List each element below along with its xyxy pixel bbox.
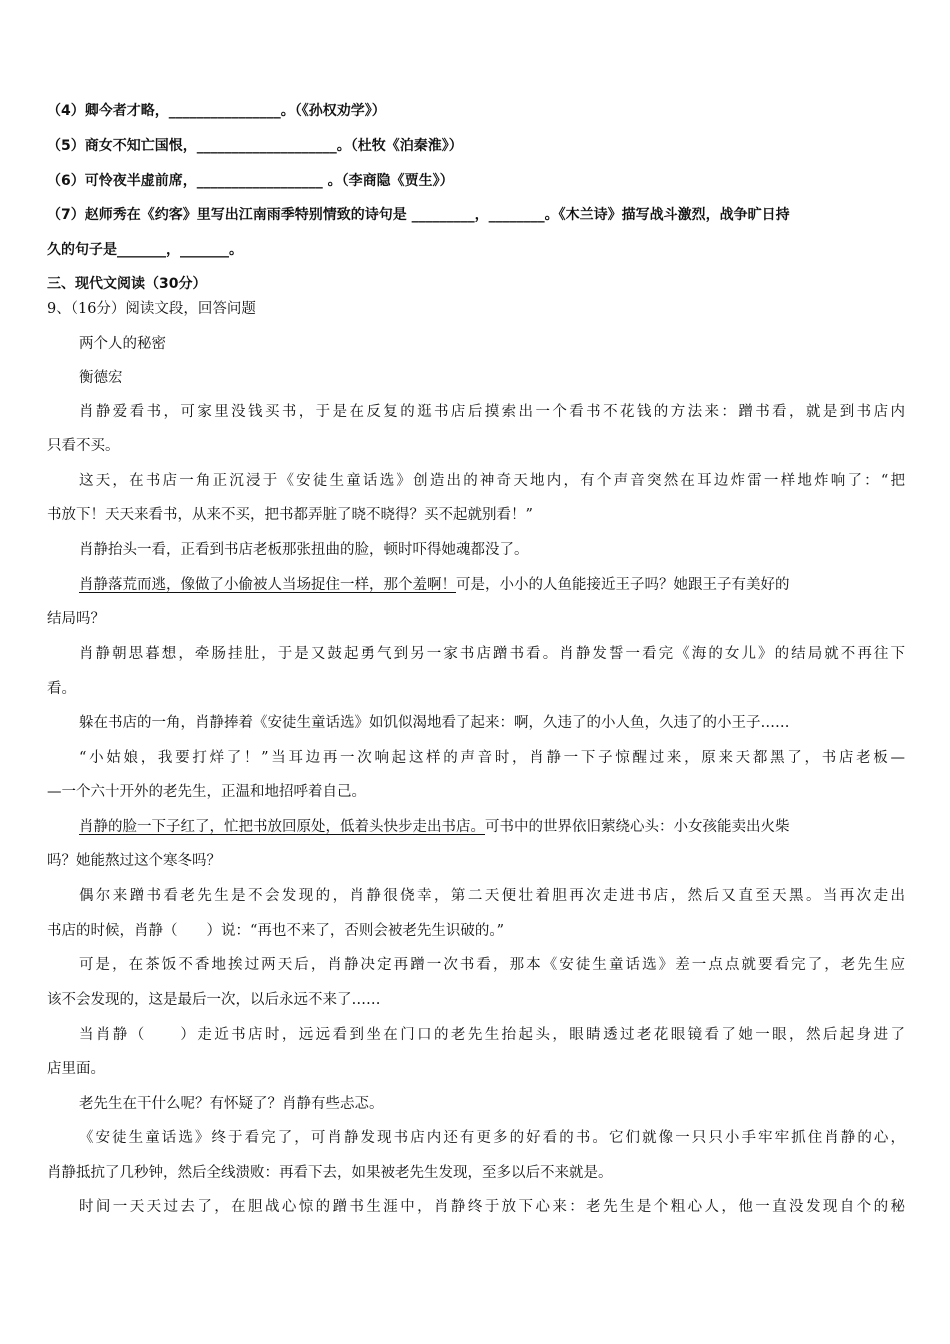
question-heading: 9、（16分）阅读文段，回答问题 (47, 301, 256, 317)
paragraph-line: 书店的时候，肖静（ ）说：“再也不来了，否则会被老先生识破的。” (47, 923, 505, 939)
paragraph-line: 只看不买。 (47, 438, 120, 454)
paragraph-line: 肖静抬头一看，正看到书店老板那张扭曲的脸，顿时吓得她魂都没了。 (79, 542, 529, 558)
section-title: 三、现代文阅读（30分） (47, 276, 207, 292)
poem-fill-item-6: （6）可怜夜半虚前席，__________________ 。（李商隐《贾生》） (47, 173, 454, 189)
paragraph-line: 这天，在书店一角正沉浸于《安徒生童话选》创造出的神奇天地内，有个声音突然在耳边炸雷一样地炸响了：“把 (79, 473, 905, 489)
paragraph-line: 当肖静（ ）走近书店时，远远看到坐在门口的老先生抬起头，眼睛透过老花眼镜看了她一眼，然后起身进了 (79, 1027, 905, 1043)
paragraph-line: 书放下！天天来看书，从来不买，把书都弄脏了晓不晓得？买不起就别看！” (47, 507, 533, 523)
paragraph-line: 时间一天天过去了，在胆战心惊的蹭书生涯中，肖静终于放下心来：老先生是个粗心人，他一直没发现自个的秘 (79, 1199, 905, 1215)
paragraph-text: 可书中的世界依旧萦绕心头：小女孩能卖出火柴 (485, 819, 790, 835)
poem-fill-item-7-cont: 久的句子是_______，_______。 (47, 242, 243, 258)
underlined-sentence: 肖静的脸一下子红了，忙把书放回原处，低着头快步走出书店。 (79, 819, 485, 835)
essay-author: 衡德宏 (79, 370, 123, 386)
poem-fill-item-4: （4）卿今者才略，________________。（《孙权劝学》） (47, 103, 386, 119)
essay-title: 两个人的秘密 (79, 336, 166, 352)
paragraph-line: 躲在书店的一角，肖静捧着《安徒生童话选》如饥似渴地看了起来：啊，久违了的小人鱼，久违了的小王子…… (79, 715, 790, 731)
paragraph-line: 肖静朝思暮想，牵肠挂肚，于是又鼓起勇气到另一家书店蹭书看。肖静发誓一看完《海的女儿》的结局就不再往下 (79, 646, 905, 662)
poem-fill-item-7: （7）赵师秀在《约客》里写出江南雨季特别情致的诗句是 _________，________。《木兰诗》描写战斗激烈，战争旷日持 (47, 207, 790, 223)
paragraph-line: 该不会发现的，这是最后一次，以后永远不来了…… (47, 992, 381, 1008)
paragraph-line: —一个六十开外的老先生，正温和地招呼着自己。 (47, 784, 366, 800)
poem-fill-item-5: （5）商女不知亡国恨，____________________。（杜牧《泊秦淮》） (47, 138, 463, 154)
paragraph-line: “小姑娘，我要打烊了！”当耳边再一次响起这样的声音时，肖静一下子惊醒过来，原来天都黑了，书店老板— (79, 750, 905, 766)
paragraph-line: 肖静抵抗了几秒钟，然后全线溃败：再看下去，如果被老先生发现，至多以后不来就是。 (47, 1165, 613, 1181)
paragraph-line: 看。 (47, 681, 76, 697)
paragraph-text: 可是，小小的人鱼能接近王子吗？她跟王子有美好的 (456, 577, 790, 593)
paragraph-line: 偶尔来蹭书看老先生是不会发现的，肖静很侥幸，第二天便壮着胆再次走进书店，然后又直至天黑。当再次走出 (79, 888, 905, 904)
paragraph-line (79, 817, 905, 837)
underlined-sentence: 肖静落荒而逃，像做了小偷被人当场捉住一样，那个羞啊！ (79, 577, 456, 593)
paragraph-line: 《安徒生童话选》终于看完了，可肖静发现书店内还有更多的好看的书。它们就像一只只小手牢牢抓住肖静的心， (79, 1130, 905, 1146)
paragraph-line: 肖静爱看书，可家里没钱买书，于是在反复的逛书店后摸索出一个看书不花钱的方法来：蹭书看，就是到书店内 (79, 404, 905, 420)
paragraph-line: 老先生在干什么呢？有怀疑了？肖静有些忐忑。 (79, 1096, 384, 1112)
paragraph-line (79, 575, 905, 595)
paragraph-line: 吗？她能熬过这个寒冬吗？ (47, 853, 221, 869)
paragraph-line: 结局吗？ (47, 611, 105, 627)
paragraph-line: 可是，在茶饭不香地挨过两天后，肖静决定再蹭一次书看，那本《安徒生童话选》差一点点就要看完了，老先生应 (79, 957, 905, 973)
paragraph-line: 店里面。 (47, 1061, 105, 1077)
